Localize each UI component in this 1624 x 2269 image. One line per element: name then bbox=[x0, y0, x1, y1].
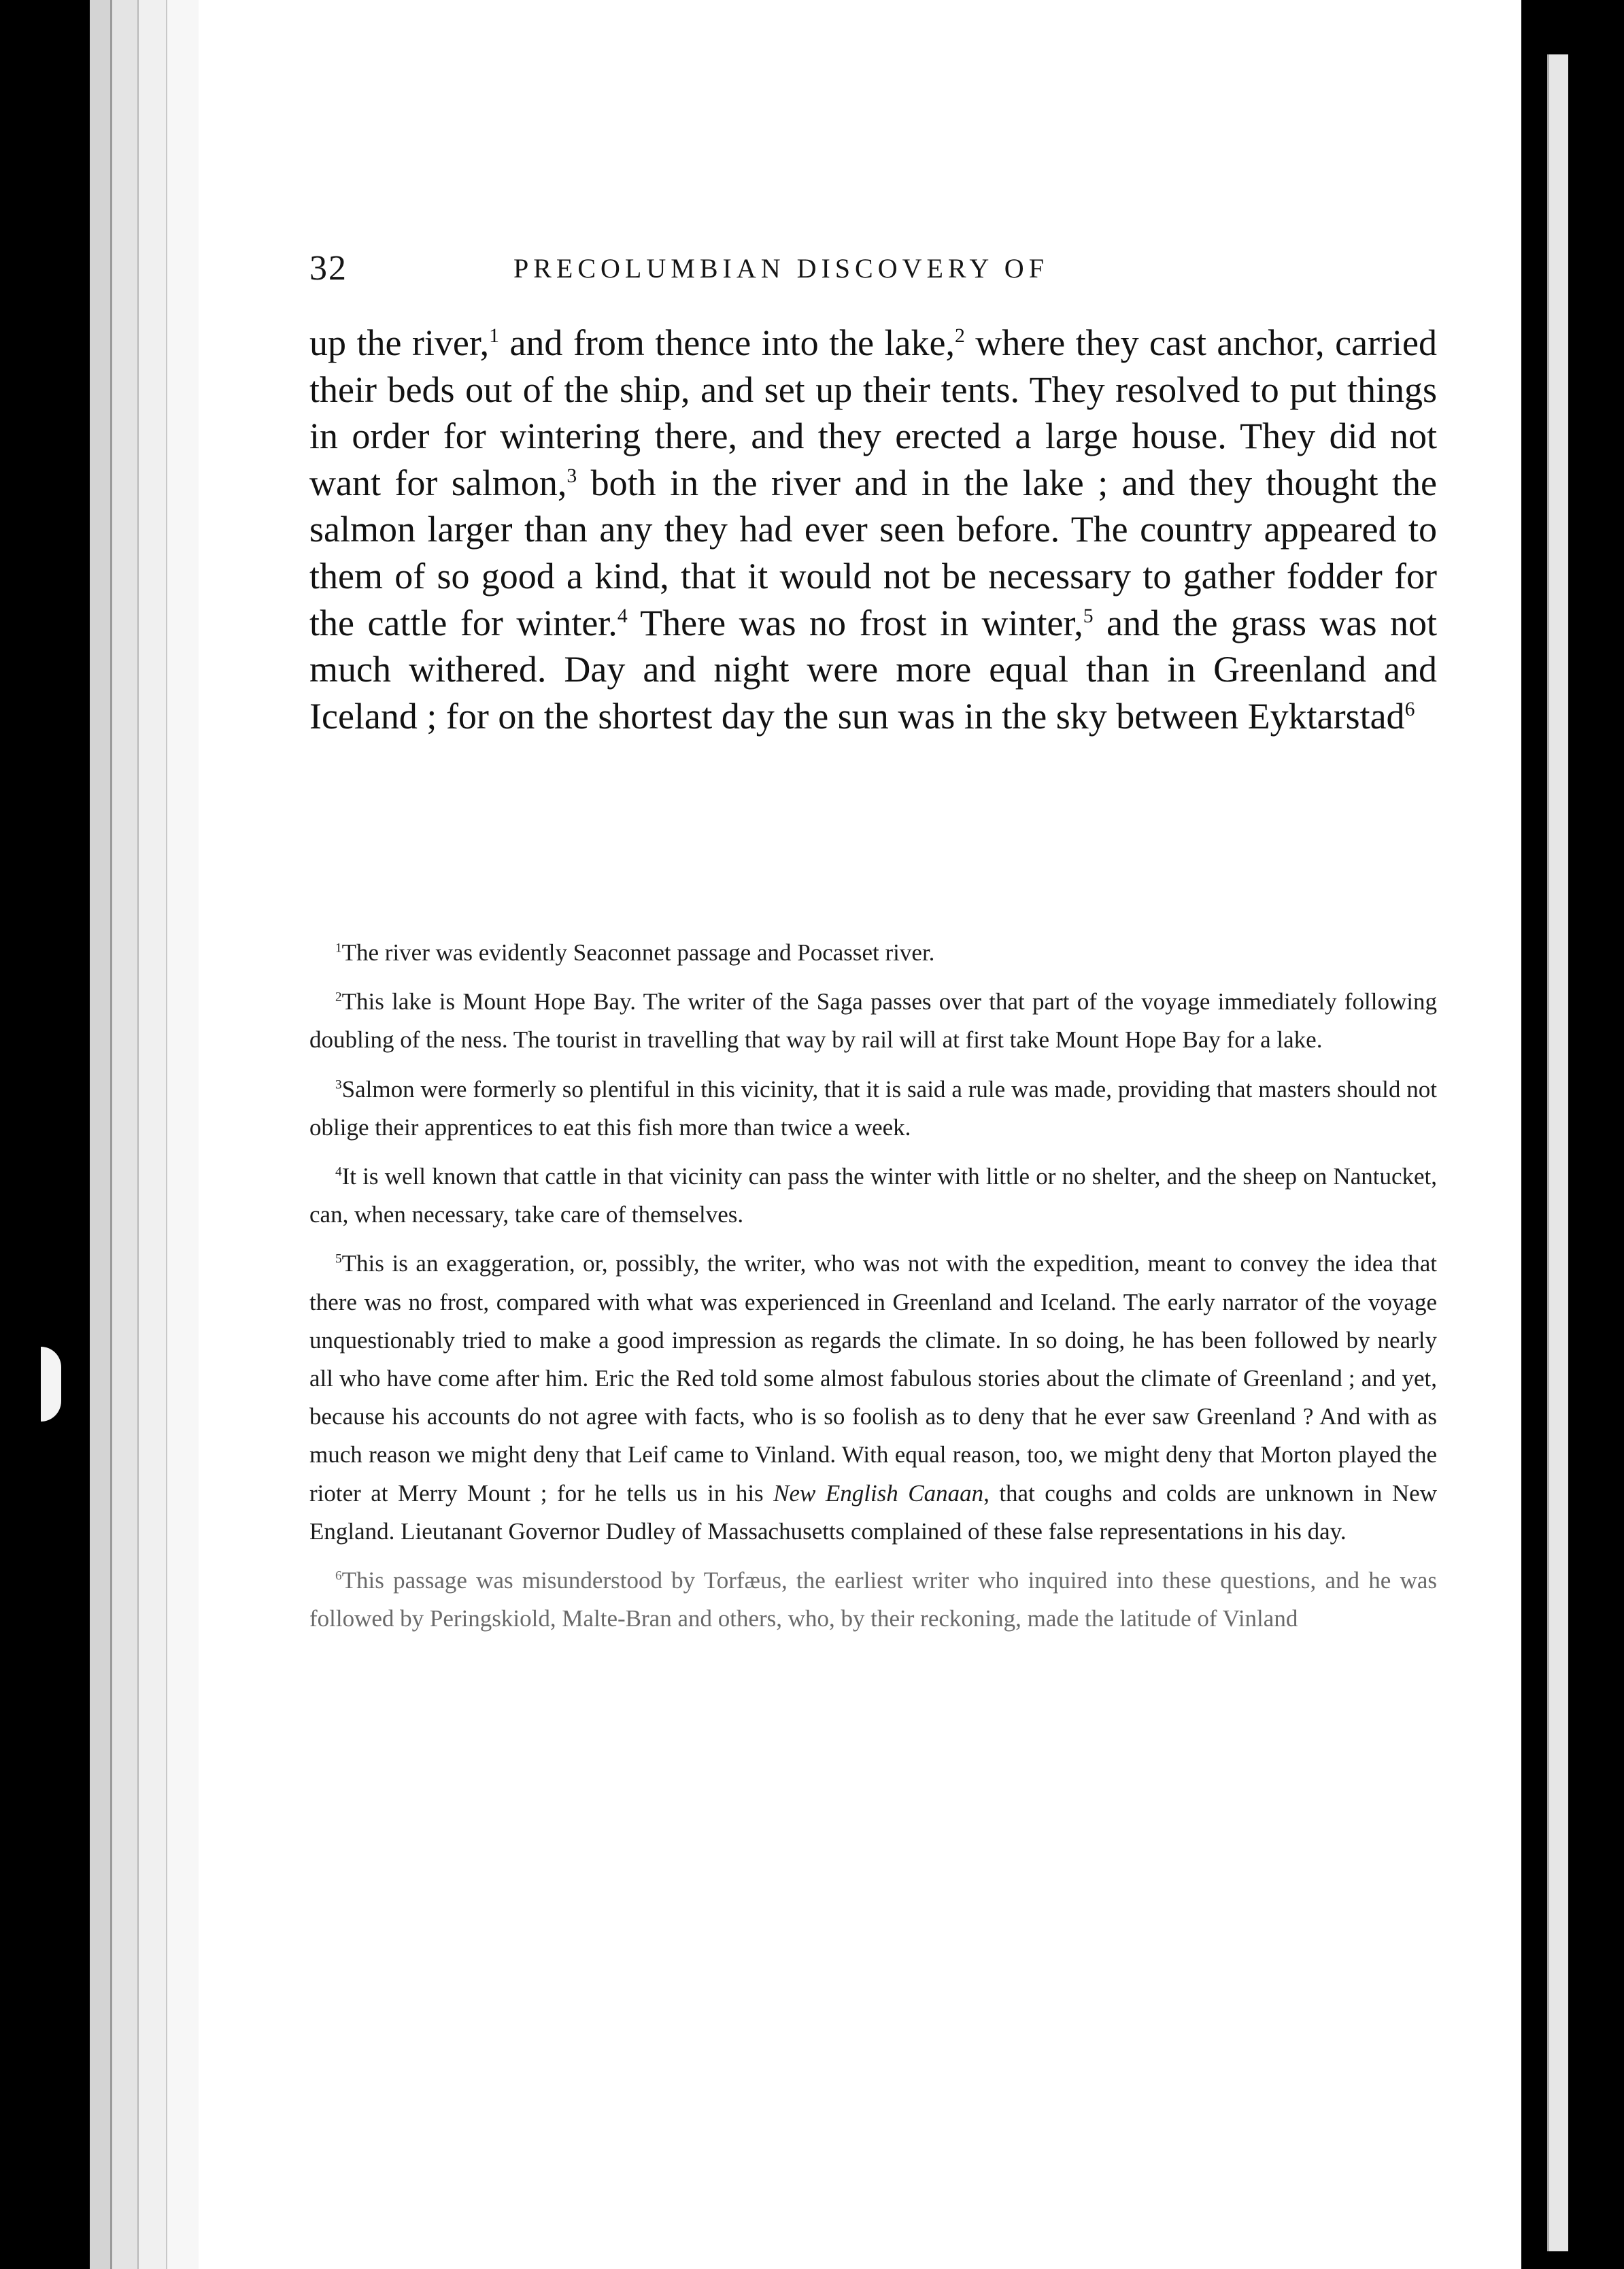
page-header bbox=[309, 248, 1221, 296]
footnote-text: It is well known that cattle in that vicinity can pass the winter with little or no shelter, and the sheep on Nantucket, can, when necessary, take care of themselves. bbox=[309, 1163, 1437, 1228]
footnote-text: , that coughs and colds are unknown in New England. Lieutanant Governor Dudley of Massachusetts complained of these false representations in his day. bbox=[309, 1479, 1437, 1545]
footnote bbox=[309, 934, 1437, 972]
book-page-edge-line bbox=[166, 0, 167, 2269]
footnote-text: Salmon were formerly so plentiful in this vicinity, that it is said a rule was made, providing that masters should not oblige their apprentices to eat this fish more than twice a week. bbox=[309, 1075, 1437, 1141]
book-page-edge bbox=[110, 0, 137, 2269]
book-page-edge-line bbox=[137, 0, 139, 2269]
footnote-ref: 2 bbox=[954, 325, 965, 347]
book-title: New English Canaan bbox=[773, 1479, 984, 1507]
book-page-edge bbox=[166, 0, 199, 2269]
book-page-edge bbox=[137, 0, 166, 2269]
footnote bbox=[309, 1562, 1437, 1638]
footnote-ref: 6 bbox=[1404, 698, 1415, 720]
footnote-mark: 3 bbox=[335, 1077, 342, 1092]
page-clip bbox=[41, 1347, 61, 1422]
footnote-text: This lake is Mount Hope Bay. The writer of the Saga passes over that part of the voyage immediately following doubling of the ness. The tourist in travelling that way by rail will at first take Mount Hope Bay for a lake. bbox=[309, 988, 1437, 1054]
footnote-ref: 5 bbox=[1083, 605, 1094, 627]
book-page-edge bbox=[1547, 54, 1568, 2251]
body-text: up the river, bbox=[309, 322, 490, 363]
body-text: and the grass was not much withered. Day and night were more equal than in Greenland and Iceland ; for on the shortest day the sun was in the sky between Eyktarstad bbox=[309, 602, 1438, 737]
footnote-ref: 4 bbox=[617, 605, 628, 627]
body-text: and from thence into the lake, bbox=[499, 322, 955, 363]
body-paragraph bbox=[309, 320, 1437, 739]
body-text: both in the river and in the lake ; and they thought the salmon larger than any they had ever seen before. The country appeared to them of so good a kind, that it would not be necessary to gather fodder for the cattle for winter. bbox=[309, 462, 1437, 643]
footnote bbox=[309, 1245, 1437, 1551]
page-number: 32 bbox=[309, 249, 348, 288]
footnote-mark: 2 bbox=[335, 990, 342, 1005]
book-binding-edge bbox=[1521, 0, 1624, 2269]
footnote-mark: 1 bbox=[335, 941, 342, 956]
footnote bbox=[309, 1071, 1437, 1147]
footnote bbox=[309, 1158, 1437, 1234]
footnote-text: This passage was misunderstood by Torfæus, the earliest writer who inquired into these questions, and he was followed by Peringskiold, Malte-Bran and others, who, by their reckoning, made the latitude of Vinland bbox=[309, 1567, 1437, 1632]
footnotes bbox=[309, 934, 1437, 1649]
running-head: PRECOLUMBIAN DISCOVERY OF bbox=[513, 253, 1049, 284]
body-text: where they cast anchor, carried their beds out of the ship, and set up their tents. They resolved to put things in order for wintering there, and they erected a large house. They did not want for salmon, bbox=[309, 322, 1438, 503]
footnote-mark: 5 bbox=[335, 1251, 342, 1266]
book-page-edge bbox=[90, 0, 110, 2269]
footnote-text: This is an exaggeration, or, possibly, the writer, who was not with the expedition, meant to convey the idea that there was no frost, compared with what was experienced in Greenland and Iceland. The early narrator of the voyage unquestionably tried to make a good impression as regards the climate. In so doing, he has been followed by nearly all who have come after him. Eric the Red told some almost fabulous stories about the climate of Greenland ; and yet, because his accounts do not agree with facts, who is so foolish as to deny that he ever saw Greenland ? And with as much reason we might deny that Leif came to Vinland. With equal reason, too, we might deny that Morton played the rioter at Merry Mount ; for he tells us in his bbox=[309, 1250, 1437, 1507]
footnote-ref: 1 bbox=[489, 325, 499, 347]
footnote-mark: 4 bbox=[335, 1164, 342, 1179]
footnote-mark: 6 bbox=[335, 1568, 342, 1583]
footnote-text: The river was evidently Seaconnet passage and Pocasset river. bbox=[341, 939, 935, 966]
book-page-edge-line bbox=[110, 0, 112, 2269]
footnote-ref: 3 bbox=[566, 465, 577, 487]
body-text: There was no frost in winter, bbox=[627, 602, 1083, 643]
footnote bbox=[309, 983, 1437, 1059]
